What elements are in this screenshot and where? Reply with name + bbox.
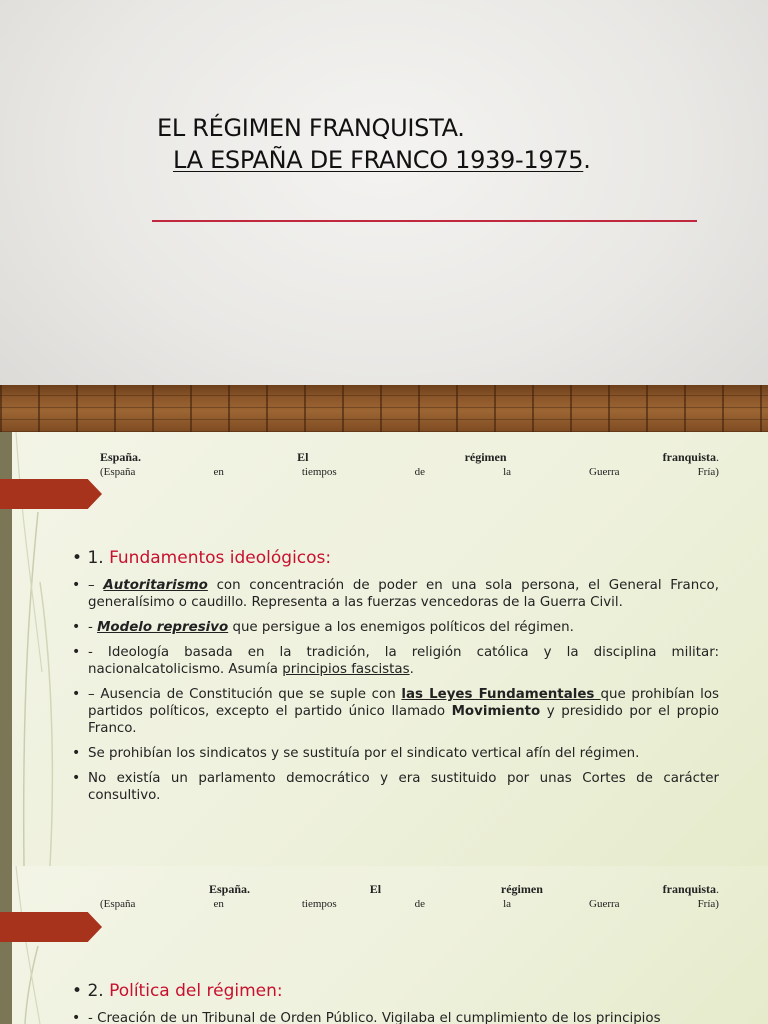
underlined-term: las Leyes Fundamentales — [401, 687, 601, 702]
bullet-item: • Se prohibían los sindicatos y se sustituía por el sindicato vertical afín del régimen. — [72, 745, 719, 762]
header-row-2 — [100, 897, 719, 911]
header-word: tiempos — [301, 466, 337, 478]
emphasis-term: Autoritarismo — [103, 578, 208, 593]
header-word: franquista. — [662, 882, 719, 896]
section-arrow — [0, 912, 102, 942]
decorative-curves — [0, 866, 60, 1024]
section-heading-text: Fundamentos ideológicos: — [109, 548, 332, 568]
header-word: franquista. — [662, 450, 719, 464]
header-word: la — [503, 466, 512, 478]
title-line-2-period: . — [583, 146, 591, 174]
slide-header — [100, 450, 719, 479]
header-word: (España — [100, 466, 136, 478]
emphasis-term: Modelo represivo — [97, 620, 229, 635]
header-word: de — [414, 466, 426, 478]
bullet-item: • - Modelo represivo que persigue a los enemigos políticos del régimen. — [72, 619, 719, 636]
bold-term: Movimiento — [451, 704, 541, 719]
section-arrow — [0, 479, 102, 509]
header-row-1 — [100, 882, 719, 897]
content-slide-1 — [0, 432, 768, 866]
header-row-2 — [100, 465, 719, 479]
header-word: en — [213, 466, 224, 478]
section-heading: • 2. Política del régimen: — [72, 981, 283, 1001]
header-word: Fría) — [697, 466, 719, 478]
header-word: de — [414, 898, 426, 910]
bullet-item: • - Creación de un Tribunal de Orden Público. Vigilaba el cumplimiento de los principios — [72, 1010, 719, 1024]
header-word: tiempos — [301, 898, 337, 910]
title-slide — [0, 0, 768, 432]
underlined-term: principios fascistas — [282, 662, 410, 677]
bullet-item: • – Ausencia de Constitución que se suple con las Leyes Fundamentales que prohibían los partidos políticos, excepto el partido único llamado Movimiento y presidido por el propio Franco. — [72, 686, 719, 737]
section-heading: • 1. Fundamentos ideológicos: — [72, 548, 332, 568]
slide-title — [157, 112, 591, 176]
header-word: Fría) — [697, 898, 719, 910]
slide-body — [72, 980, 719, 1024]
section-heading-text: Política del régimen: — [109, 981, 283, 1001]
header-word: régimen — [500, 882, 543, 896]
header-row-1 — [100, 450, 719, 465]
title-line-1: EL RÉGIMEN FRANQUISTA. — [157, 114, 465, 142]
header-word: régimen — [464, 450, 507, 464]
title-line-2-text: LA ESPAÑA DE FRANCO 1939-1975 — [173, 146, 584, 174]
header-word: la — [503, 898, 512, 910]
content-slide-2 — [0, 866, 768, 1024]
bullet-item: • No existía un parlamento democrático y era sustituido por unas Cortes de carácter consultivo. — [72, 770, 719, 804]
slide-body — [72, 547, 719, 812]
wood-floor-band — [0, 385, 768, 432]
header-word: España. — [100, 450, 142, 464]
title-divider — [152, 220, 697, 222]
bullet-item: • – Autoritarismo con concentración de poder en una sola persona, el General Franco, generalísimo o caudillo. Representa a las fuerzas vencedoras de la Guerra Civil. — [72, 577, 719, 611]
slide-header — [100, 882, 719, 911]
header-word: Guerra — [589, 466, 620, 478]
header-word: España. — [209, 882, 251, 896]
header-word: Guerra — [589, 898, 620, 910]
header-word: (España — [100, 898, 136, 910]
header-word: El — [369, 882, 382, 896]
header-word: en — [213, 898, 224, 910]
title-line-2 — [157, 144, 591, 176]
bullet-item: • - Ideología basada en la tradición, la religión católica y la disciplina militar: nacionalcatolicismo. Asumía principios fascistas. — [72, 644, 719, 678]
header-word: El — [297, 450, 309, 464]
